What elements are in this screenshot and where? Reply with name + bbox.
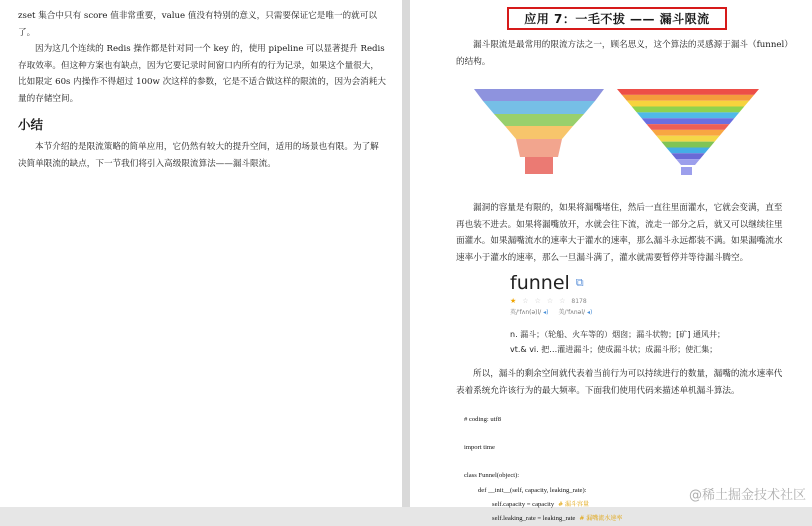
summary-heading: 小结 [18, 117, 44, 132]
funnel-stripe [651, 130, 724, 136]
funnel-layer [505, 126, 573, 139]
phonetic-us: 美/'fʌnəl/ [558, 309, 586, 316]
section-title: 应用 7：一毛不拔 —— 漏斗限流 [507, 7, 727, 30]
speaker-icon: ◂) [586, 309, 593, 316]
left-paragraph-1: zset 集合中只有 score 值非常重要，value 值没有特别的意义，只需要保证它是唯一的就可以了。 [18, 11, 377, 38]
funnel-stripe [642, 118, 735, 124]
code-line: class Funnel(object): [464, 472, 520, 480]
intro-paragraph: 漏斗限流是最常用的限流方法之一，顾名思义，这个算法的灵感源于漏斗（funnel）的结构。 [456, 40, 789, 67]
funnel-stripe [656, 136, 719, 142]
funnel-stripe [661, 142, 714, 148]
summary-paragraph: 本节介绍的是限流策略的简单应用，它仍然有较大的提升空间，适用的场景也有限。为了解决简单限流的缺点，下一节我们将引入高级限流算法——漏斗限流。 [18, 142, 379, 169]
external-link-icon: ⧉ [575, 276, 584, 289]
star-empty-icon: ☆ [546, 297, 554, 305]
rating-stars [510, 297, 770, 305]
funnel-stripe [632, 107, 744, 113]
funnel-stripe [671, 153, 705, 159]
funnel-stripe [622, 95, 754, 101]
code-line: self.leaking_rate = leaking_rate [492, 515, 576, 523]
star-empty-icon: ☆ [522, 297, 529, 305]
definition-noun: n. 漏斗；（轮船、火车等的）烟囱；漏斗状物；[矿] 通风井； [510, 330, 725, 339]
funnel-stripe [637, 112, 740, 118]
code-line: self.capacity = capacity [492, 500, 555, 508]
funnel-layer [516, 139, 562, 157]
star-empty-icon: ☆ [559, 297, 566, 305]
watermark: @稀土掘金技术社区 [688, 488, 806, 503]
funnel-layer [474, 89, 604, 101]
star-filled-icon: ★ [510, 297, 517, 305]
code-intro-paragraph: 所以，漏斗的剩余空间就代表着当前行为可以持续进行的数量，漏嘴的流水速率代表着系统允许该行为的最大频率。下面我们使用代码来描述单机漏斗算法。 [456, 369, 783, 396]
code-block [464, 413, 622, 526]
speaker-icon: ◂) [543, 309, 549, 316]
funnel-stripe [647, 124, 730, 130]
funnel-stripe [617, 89, 759, 95]
rating-count: 8178 [571, 297, 587, 305]
funnel-illustration-left [474, 89, 604, 175]
code-line: # coding: utf8 [464, 416, 501, 423]
funnel-layer [494, 114, 584, 126]
left-paragraph-2: 因为这几个连续的 Redis 操作都是针对同一个 key 的，使用 pipeline 可以显著提升 Redis 存取效率。但这种方案也有缺点，因为它要记录时间窗口内所有的行为记录，如果这个量很大，比如限定 60s 内操作不得超过 100w 次这样的参数，它是不适合做这样的限流的，因为会消耗大量的存储空间。 [18, 44, 387, 104]
funnel-spout [681, 167, 692, 175]
dictionary-card [510, 272, 770, 357]
code-comment: # 漏嘴流水速率 [579, 515, 623, 523]
left-page [0, 0, 402, 507]
funnel-stripe [676, 159, 700, 165]
code-comment: # 漏斗容量 [558, 500, 590, 508]
funnel-stripe [666, 147, 710, 153]
star-empty-icon: ☆ [534, 297, 541, 305]
code-line: import time [464, 444, 495, 452]
page-gutter [402, 0, 410, 507]
funnel-spout [525, 157, 553, 174]
phonetic-uk: 英/'fʌn(ə)l/ [510, 309, 542, 316]
right-page [410, 0, 812, 523]
capacity-paragraph: 漏洞的容量是有限的，如果将漏嘴堵住，然后一直往里面灌水，它就会变满，直至再也装不进去。如果将漏嘴放开，水就会往下流，流走一部分之后，就又可以继续往里面灌水。如果漏嘴流水的速率大于灌水的速率，那么漏斗永远都装不满。如果漏嘴流水速率小于灌水的速率，那么一旦漏斗满了，灌水就需要暂停并等待漏斗腾空。 [456, 203, 783, 263]
code-line: def __init__(self, capacity, leaking_rate): [478, 486, 587, 494]
dictionary-word: funnel [510, 272, 570, 294]
funnel-illustration-right [617, 89, 759, 177]
funnel-stripe [627, 101, 749, 107]
definition-verb: vt.& vi. 把…灌进漏斗；使成漏斗状；成漏斗形；使汇集； [510, 345, 718, 354]
funnel-layer [483, 101, 595, 114]
